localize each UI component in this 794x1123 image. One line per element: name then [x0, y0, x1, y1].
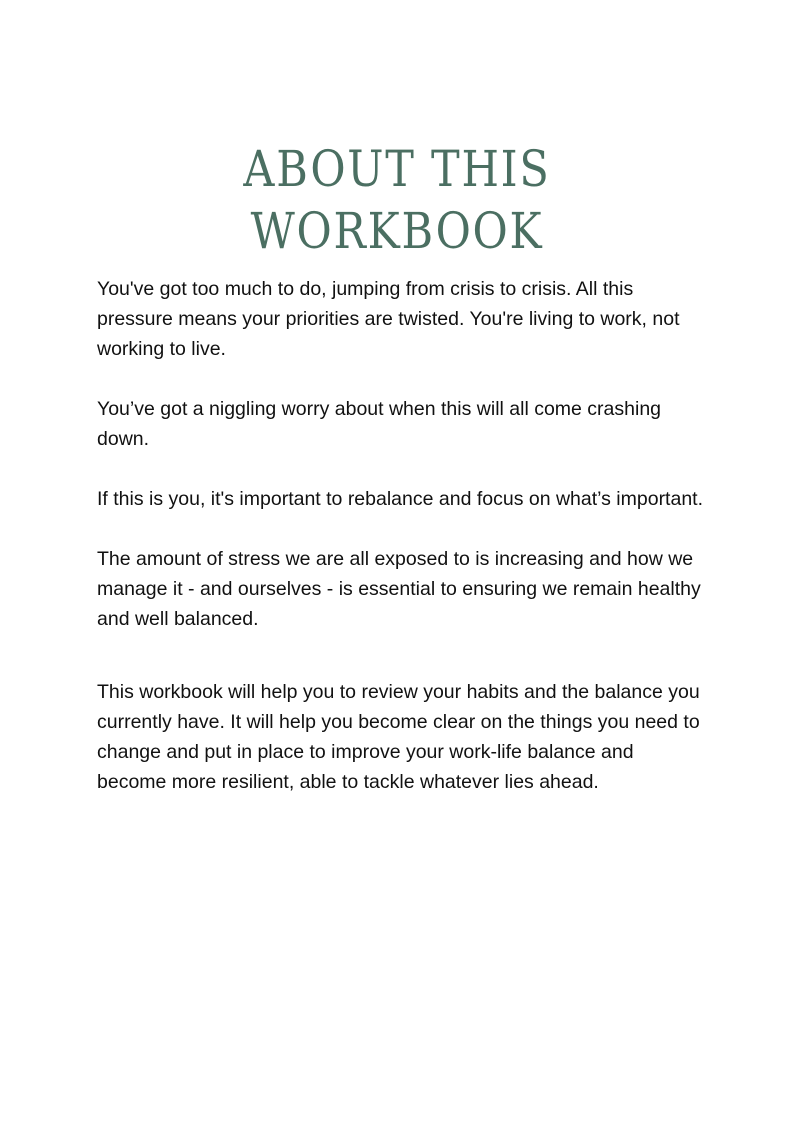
- title-line-1: ABOUT THIS: [243, 139, 551, 198]
- paragraph-4: The amount of stress we are all exposed to is increasing and how we manage it - and ourselves - is essential to ensuring we remain healthy and well balanced.: [97, 548, 701, 630]
- title-line-2: WORKBOOK: [250, 201, 544, 260]
- body-text: [97, 274, 707, 827]
- paragraph-2: You’ve got a niggling worry about when this will all come crashing down.: [97, 398, 662, 450]
- paragraph-1: You've got too much to do, jumping from crisis to crisis. All this pressure means your priorities are twisted. You're living to work, not working to live.: [97, 278, 680, 360]
- page-title: [56, 138, 739, 262]
- paragraph-5: This workbook will help you to review your habits and the balance you currently have. It will help you become clear on the things you need to change and put in place to improve your work-life balance and become more resilient, able to tackle whatever lies ahead.: [97, 681, 700, 793]
- paragraph-3: If this is you, it's important to rebalance and focus on what’s important.: [97, 488, 704, 510]
